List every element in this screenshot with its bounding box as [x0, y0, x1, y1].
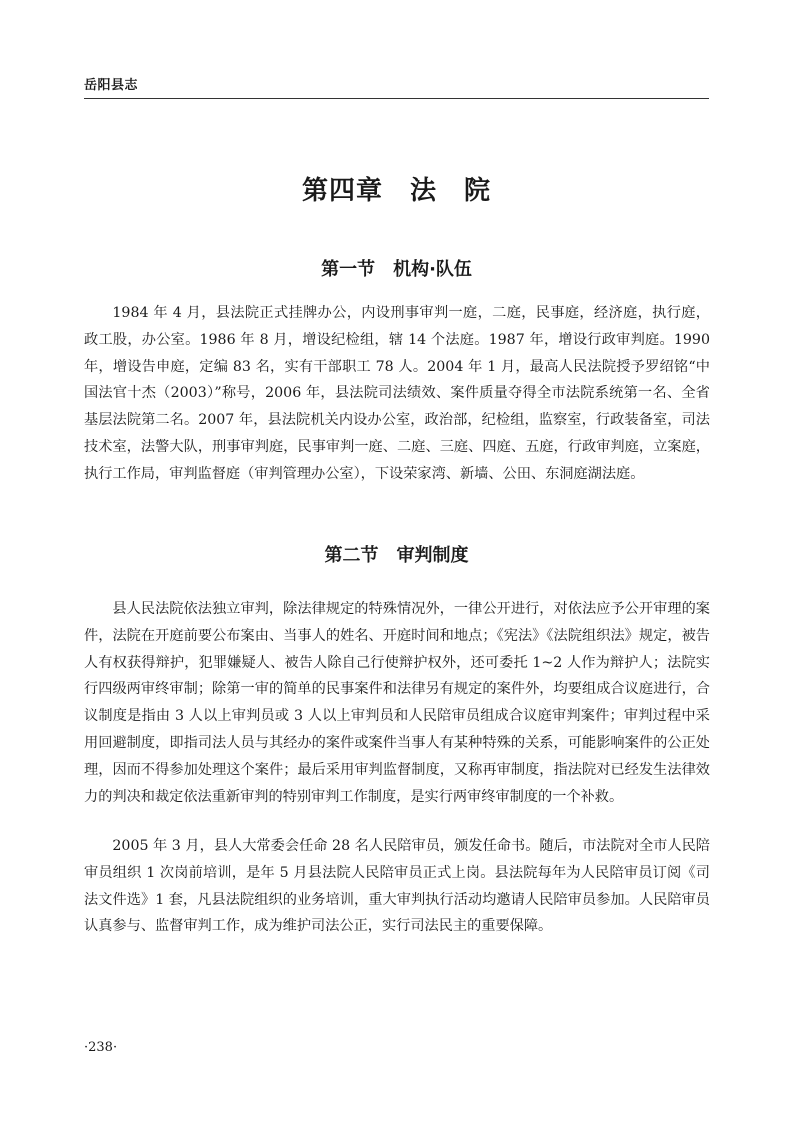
- section-2-paragraph-2: 2005 年 3 月，县人大常委会任命 28 名人民陪审员，颁发任命书。随后，市法院对全市人民陪审员组织 1 次岗前培训，是年 5 月县法院人民陪审员正式上岗。县法院每年为人民陪审员订阅《司法文件选》1 套，凡县法院组织的业务培训，重大审判执行活动均邀请人民陪审员参加。人民陪审员认真参与、监督审判工作，成为维护司法公正，实行司法民主的重要保障。: [84, 838, 710, 935]
- section-1-paragraph-1: 1984 年 4 月，县法院正式挂牌办公，内设刑事审判一庭，二庭，民事庭，经济庭，执行庭，政工股，办公室。1986 年 8 月，增设纪检组，辖 14 个法庭。1987 年，增设行政审判庭。1990 年，增设告申庭，定编 83 名，实有干部职工 78 人。2004 年 1 月，最高人民法院授予罗绍铭“中国法官十杰（2003）”称号，2006 年，县法院司法绩效、案件质量夺得全市法院系统第一名、全省基层法院第二名。2007 年，县法院机关内设办公室，政治部，纪检组，监察室，行政装备室，司法技术室，法警大队，刑事审判庭，民事审判一庭、二庭、三庭、四庭、五庭，行政审判庭，立案庭，执行工作局，审判监督庭（审判管理办公室），下设荣家湾、新墙、公田、东洞庭湖法庭。: [84, 305, 710, 482]
- chapter-title: 第四章 法 院: [301, 176, 491, 206]
- header-rule: [84, 98, 709, 99]
- section-1-title: 第一节 机构·队伍: [321, 259, 472, 280]
- section-2-title: 第二节 审判制度: [324, 545, 469, 566]
- section-2-paragraph-1: 县人民法院依法独立审判，除法律规定的特殊情况外，一律公开进行，对依法应予公开审理的案件，法院在开庭前要公布案由、当事人的姓名、开庭时间和地点；《宪法》《法院组织法》规定，被告人有权获得辩护，犯罪嫌疑人、被告人除自己行使辩护权外，还可委托 1~2 人作为辩护人；法院实行四级两审终审制；除第一审的简单的民事案件和法律另有规定的案件外，均要组成合议庭进行，合议制度是指由 3 人以上审判员或 3 人以上审判员和人民陪审员组成合议庭审判案件；审判过程中采用回避制度，即指司法人员与其经办的案件或案件当事人有某种特殊的关系，可能影响案件的公正处理，因而不得参加处理这个案件；最后采用审判监督制度，又称再审制度，指法院对已经发生法律效力的判决和裁定依法重新审判的特别审判工作制度，是实行两审终审制度的一个补救。: [84, 601, 710, 805]
- page-number: ·238·: [84, 1040, 118, 1055]
- running-head-title: 岳阳县志: [84, 78, 139, 93]
